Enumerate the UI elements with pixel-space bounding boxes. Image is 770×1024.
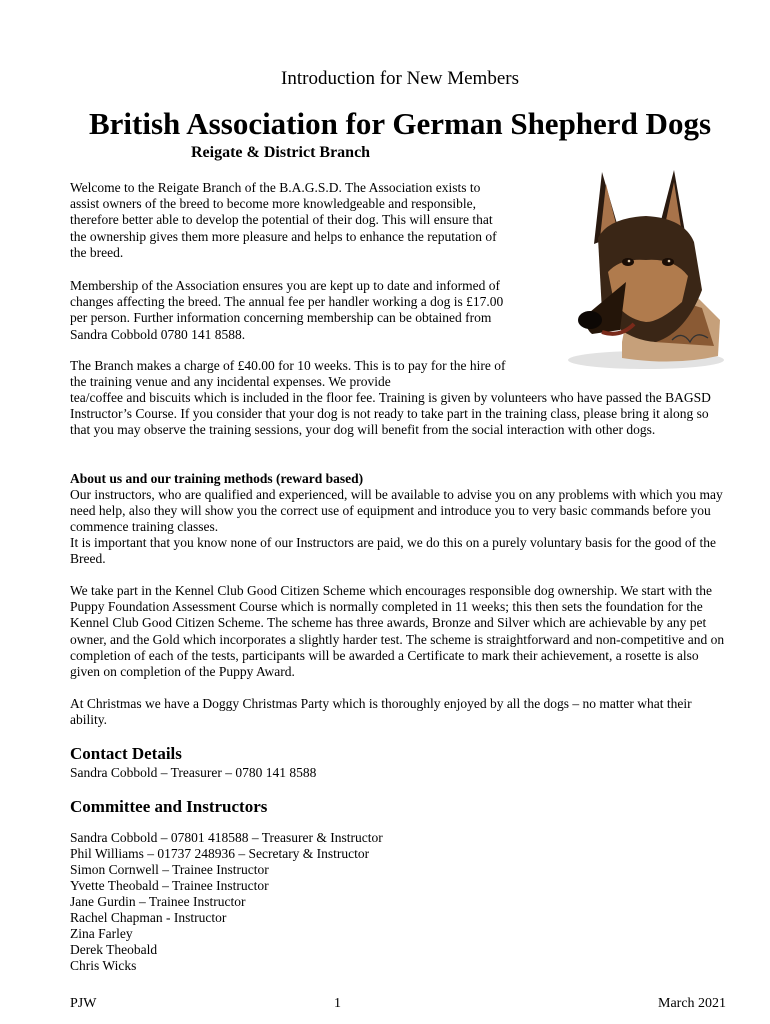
german-shepherd-dog-illustration-icon: [562, 162, 730, 372]
committee-member: Simon Cornwell – Trainee Instructor: [70, 862, 269, 877]
about-paragraph-1: Our instructors, who are qualified and experienced, will be available to advise you on any problems with which you may need help, also they will show you the correct use of equipment and introduce you to very basic commands before you commence training classes.: [70, 487, 723, 535]
contact-line: Sandra Cobbold – Treasurer – 0780 141 8588: [70, 765, 317, 780]
committee-member: Rachel Chapman - Instructor: [70, 910, 227, 925]
document-title: British Association for German Shepherd Dogs: [88, 106, 712, 141]
about-heading: About us and our training methods (reward based): [70, 471, 364, 486]
kennel-club-paragraph: We take part in the Kennel Club Good Citizen Scheme which encourages responsible dog ownership. We start with the Puppy Foundation Assessment Course which is normally completed in 11 weeks; this then sets the foundation for the Kennel Club Good Citizen Scheme. The scheme has three awards, Bronze and Silver which are achievable by any pet owner, and the Gold which incorporates a slightly harder test. The scheme is straightforward and non-competitive and on completion of each of the tests, participants will be awarded a Certificate to mark their achievement, a rosette is also given on completion of the Puppy Award.: [70, 583, 725, 680]
welcome-paragraph: Welcome to the Reigate Branch of the B.A.G.S.D. The Association exists to assist owners of the breed to become more knowledgeable and responsible, therefore better able to develop the potential of their dog. This will ensure that the ownership gives them more pleasure and helps to enhance the reputation of the breed.: [70, 180, 497, 260]
membership-paragraph: Membership of the Association ensures you are kept up to date and informed of changes affecting the breed. The annual fee per handler working a dog is £17.00 per person. Further information concerning membership can be obtained from Sandra Cobbold 0780 141 8588.: [70, 278, 504, 342]
page-number: 1: [334, 996, 341, 1011]
committee-member: Yvette Theobald – Trainee Instructor: [70, 878, 269, 893]
document-kicker: Introduction for New Members: [281, 68, 519, 89]
charge-paragraph-part-2: tea/coffee and biscuits which is included in the floor fee. Training is given by volunteers who have passed the BAGSD Instructor’s Course. If you consider that your dog is not ready to take part in the training class, please bring it along so that you may observe the training sessions, your dog will benefit from the social interaction with other dogs.: [70, 390, 711, 438]
footer-date: March 2021: [658, 996, 727, 1011]
committee-member: Zina Farley: [70, 926, 133, 941]
committee-member: Derek Theobald: [70, 942, 158, 957]
committee-member: Jane Gurdin – Trainee Instructor: [70, 894, 246, 909]
committee-member: Chris Wicks: [70, 958, 137, 973]
document-subtitle: Reigate & District Branch: [191, 144, 371, 161]
committee-heading: Committee and Instructors: [70, 797, 268, 816]
charge-paragraph-part-1: The Branch makes a charge of £40.00 for 10 weeks. This is to pay for the hire of the training venue and any incidental expenses. We provide: [70, 358, 506, 390]
footer-author: PJW: [70, 996, 97, 1011]
contact-heading: Contact Details: [70, 744, 182, 763]
committee-member: Phil Williams – 01737 248936 – Secretary & Instructor: [70, 846, 370, 861]
christmas-paragraph: At Christmas we have a Doggy Christmas Party which is thoroughly enjoyed by all the dogs – no matter what their ability.: [70, 696, 692, 728]
about-paragraph-2: It is important that you know none of our Instructors are paid, we do this on a purely voluntary basis for the good of the Breed.: [70, 535, 716, 567]
committee-member: Sandra Cobbold – 07801 418588 – Treasurer & Instructor: [70, 830, 383, 845]
